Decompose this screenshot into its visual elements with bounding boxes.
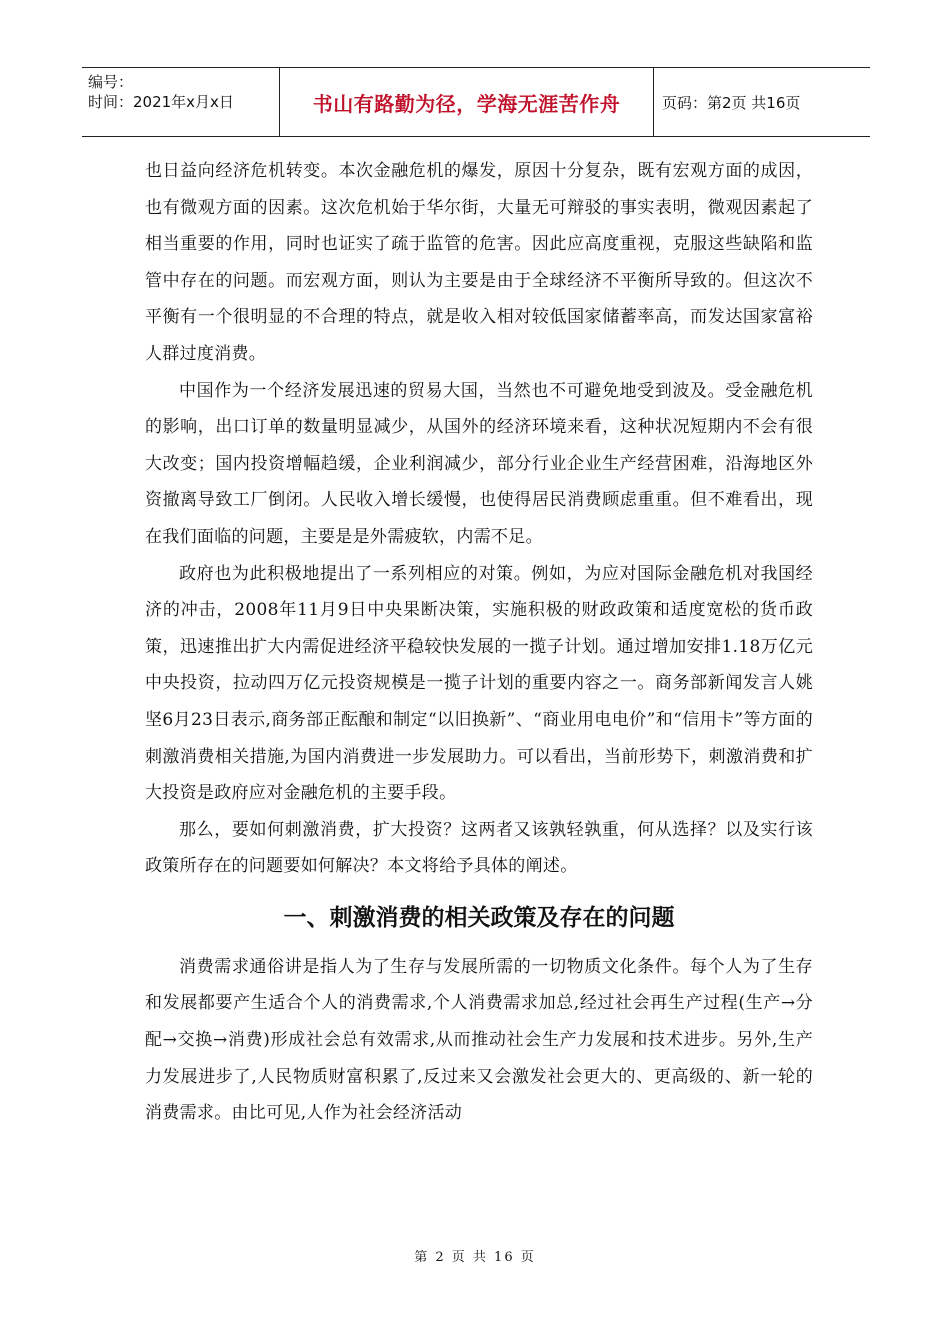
- section-heading: 一、刺激消费的相关政策及存在的问题: [283, 904, 675, 931]
- document-body: [145, 153, 813, 1132]
- page-footer: 第 2 页 共 16 页: [414, 1250, 536, 1265]
- header-page-info: 页码：第2页 共16页: [662, 93, 801, 112]
- section-paragraph: 消费需求通俗讲是指人为了生存与发展所需的一切物质文化条件。每个人为了生存和发展都要产生适合个人的消费需求,个人消费需求加总,经过社会再生产过程(生产→分配→交换→消费)形成社会总有效需求,从而推动社会生产力发展和技术进步。另外,生产力发展进步了,人民物质财富积累了,反过来又会激发社会更大的、更高级的、新一轮的消费需求。由比可见,人作为社会经济活动: [145, 956, 813, 1124]
- page-header: [82, 67, 870, 137]
- body-paragraph: 中国作为一个经济发展迅速的贸易大国，当然也不可避免地受到波及。受金融危机的影响，出口订单的数量明显减少，从国外的经济环境来看，这种状况短期内不会有很大改变；国内投资增幅趋缓，企业利润减少，部分行业企业生产经营困难，沿海地区外资撤离导致工厂倒闭。人民收入增长缓慢，也使得居民消费顾虑重重。但不难看出，现在我们面临的问题，主要是是外需疲软，内需不足。: [145, 380, 813, 547]
- header-meta-cell: [82, 68, 280, 136]
- document-date: 时间：2021年x月x日: [88, 93, 234, 111]
- body-paragraph: 政府也为此积极地提出了一系列相应的对策。例如，为应对国际金融危机对我国经济的冲击，2008年11月9日中央果断决策，实施积极的财政政策和适度宽松的货币政策，迅速推出扩大内需促进经济平稳较快发展的一揽子计划。通过增加安排1.18万亿元中央投资，拉动四万亿元投资规模是一揽子计划的重要内容之一。商务部新闻发言人姚坚6月23日表示,商务部正酝酿和制定“以旧换新”、“商业用电电价”和“信用卡”等方面的刺激消费相关措施,为国内消费进一步发展助力。可以看出，当前形势下，刺激消费和扩大投资是政府应对金融危机的主要手段。: [145, 563, 813, 804]
- body-paragraph-continuation: 也日益向经济危机转变。本次金融危机的爆发，原因十分复杂，既有宏观方面的成因，也有微观方面的因素。这次危机始于华尔街，大量无可辩驳的事实表明，微观因素起了相当重要的作用，同时也证实了疏于监管的危害。因此应高度重视，克服这些缺陷和监管中存在的问题。而宏观方面，则认为主要是由于全球经济不平衡所导致的。但这次不平衡有一个很明显的不合理的特点，就是收入相对较低国家储蓄率高，而发达国家富裕人群过度消费。: [145, 161, 813, 364]
- header-motto-cell: [280, 68, 654, 136]
- body-paragraph: 那么，要如何刺激消费，扩大投资？这两者又该孰轻孰重，何从选择？以及实行该政策所存在的问题要如何解决？本文将给予具体的阐述。: [145, 819, 813, 877]
- document-number-label: 编号：: [88, 73, 134, 91]
- header-motto: 书山有路勤为径，学海无涯苦作舟: [312, 91, 621, 116]
- header-page-cell: [654, 68, 870, 136]
